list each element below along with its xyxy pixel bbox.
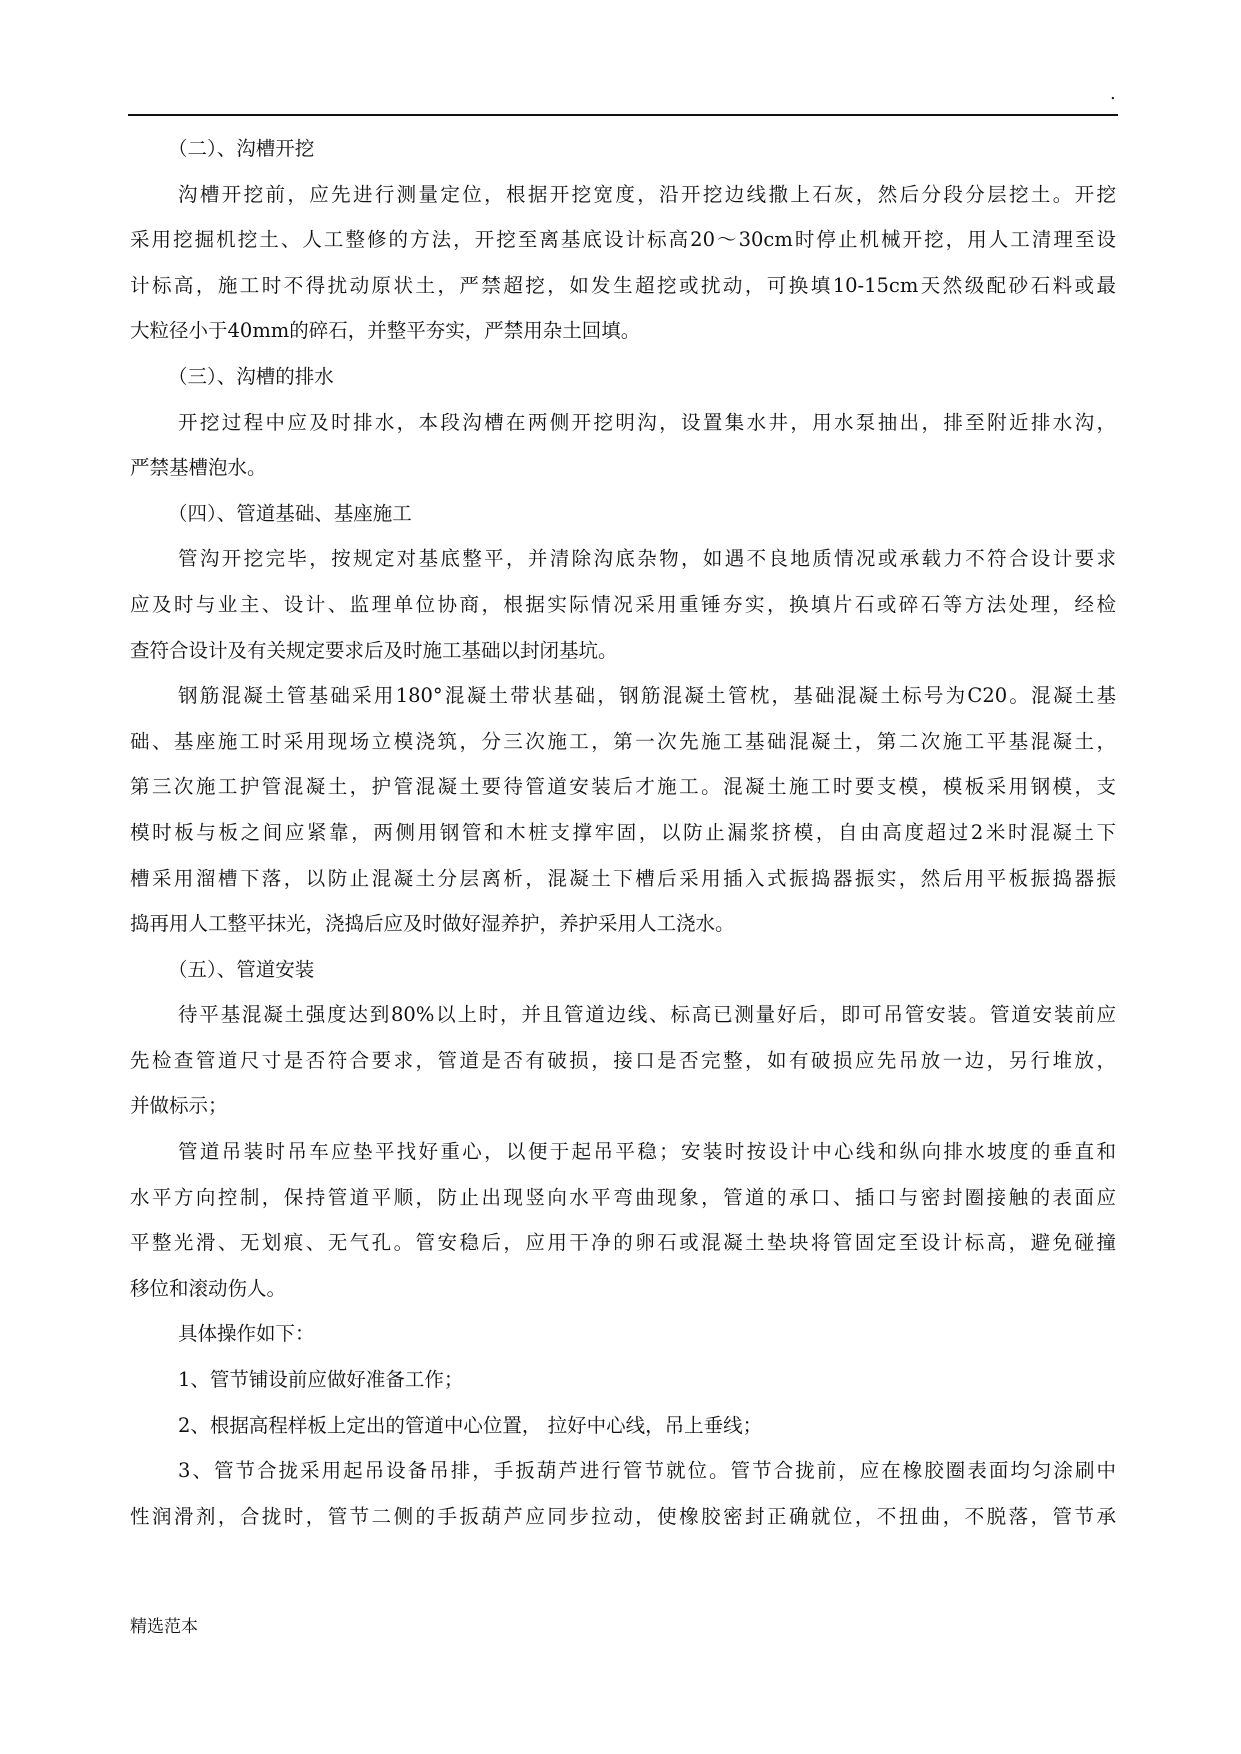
text-line: 采用挖掘机挖土、人工整修的方法，开挖至离基底设计标高20～30cm时停止机械开挖，用人工清理至设 [130,228,1116,252]
page-footer: 精选范本 [130,1617,198,1637]
text-line: 平整光滑、无划痕、无气孔。管安稳后，应用干净的卵石或混凝土垫块将管固定至设计标高，避免碰撞 [130,1231,1116,1255]
text-line: 大粒径小于40mm的碎石，并整平夯实，严禁用杂土回填。 [130,319,641,343]
text-line: 应及时与业主、设计、监理单位协商，根据实际情况采用重锤夯实，换填片石或碎石等方法处理，经检 [130,592,1116,616]
text-line: （三）、沟槽的排水 [168,364,334,388]
text-line: （四）、管道基础、基座施工 [168,501,412,525]
text-line: 并做标示； [130,1094,228,1118]
text-line: 管道吊装时吊车应垫平找好重心，以便于起吊平稳；安装时按设计中心线和纵向排水坡度的垂直和 [178,1140,1116,1164]
text-line: 移位和滚动伤人。 [130,1276,287,1300]
text-line: 具体操作如下： [178,1322,315,1346]
text-line: 1、管节铺设前应做好准备工作； [178,1368,464,1392]
text-line: 管沟开挖完毕，按规定对基底整平，并清除沟底杂物，如遇不良地质情况或承载力不符合设计要求 [178,547,1116,571]
text-line: 2、根据高程样板上定出的管道中心位置， 拉好中心线，吊上垂线； [178,1413,763,1437]
header-rule [128,114,1118,116]
text-line: 槽采用溜槽下落，以防止混凝土分层离析，混凝土下槽后采用插入式振捣器振实，然后用平板振捣器振 [130,866,1116,890]
header-mark: . [1110,83,1116,104]
text-line: 沟槽开挖前，应先进行测量定位，根据开挖宽度，沿开挖边线撒上石灰，然后分段分层挖土。开挖 [178,182,1116,206]
text-line: 第三次施工护管混凝土，护管混凝土要待管道安装后才施工。混凝土施工时要支模，模板采用钢模，支 [130,775,1116,799]
text-line: 待平基混凝土强度达到80%以上时，并且管道边线、标高已测量好后，即可吊管安装。管道安装前应 [178,1003,1116,1027]
text-line: （二）、沟槽开挖 [168,137,315,160]
text-line: 性润滑剂，合拢时，管节二侧的手扳葫芦应同步拉动，使橡胶密封正确就位，不扭曲，不脱落，管节承 [130,1504,1116,1528]
text-line: 计标高，施工时不得扰动原状土，严禁超挖，如发生超挖或扰动，可换填10-15cm天然级配砂石料或最 [130,273,1116,297]
text-line: 钢筋混凝土管基础采用180°混凝土带状基础，钢筋混凝土管枕，基础混凝土标号为C20。混凝土基 [178,684,1116,708]
document-body [130,126,1116,1539]
text-line: 水平方向控制，保持管道平顺，防止出现竖向水平弯曲现象，管道的承口、插口与密封圈接触的表面应 [130,1185,1116,1209]
text-line: 模时板与板之间应紧靠，两侧用钢管和木桩支撑牢固，以防止漏浆挤模，自由高度超过2米时混凝土下 [130,820,1116,844]
text-line: （五）、管道安装 [168,957,315,981]
text-line: 3、管节合拢采用起吊设备吊排，手扳葫芦进行管节就位。管节合拢前，应在橡胶圈表面均匀涂刷中 [178,1459,1116,1483]
text-line: 查符合设计及有关规定要求后及时施工基础以封闭基坑。 [130,638,618,662]
text-line: 开挖过程中应及时排水，本段沟槽在两侧开挖明沟，设置集水井，用水泵抽出，排至附近排水沟， [178,410,1116,434]
text-line: 严禁基槽泡水。 [130,456,267,480]
text-line: 础、基座施工时采用现场立模浇筑，分三次施工，第一次先施工基础混凝土，第二次施工平基混凝土， [130,729,1116,753]
text-line: 先检查管道尺寸是否符合要求，管道是否有破损，接口是否完整，如有破损应先吊放一边，另行堆放， [130,1048,1116,1072]
text-line: 捣再用人工整平抹光，浇捣后应及时做好湿养护，养护采用人工浇水。 [130,912,735,936]
